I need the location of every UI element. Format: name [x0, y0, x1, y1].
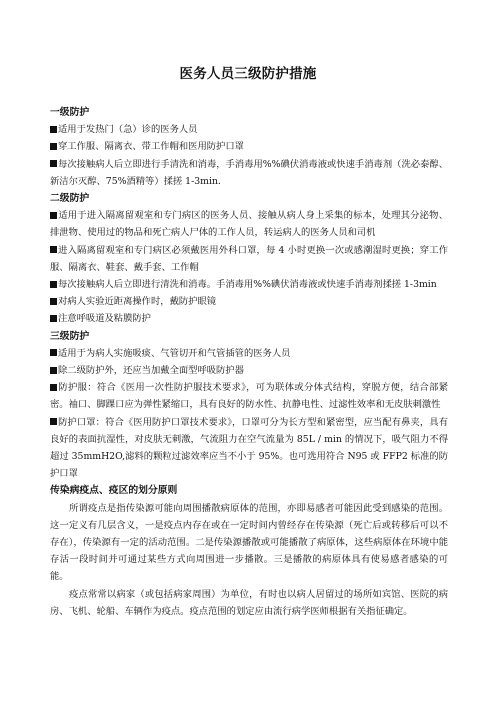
square-bullet-icon — [50, 281, 57, 288]
list-item: 适用于发热门（急）诊的医务人员 — [50, 121, 448, 138]
square-bullet-icon — [50, 298, 57, 305]
list-item: 适用于进入隔离留观室和专门病区的医务人员、接触从病人身上采集的标本，处理其分泌物、排泄物、使用过的物品和死亡病人尸体的工作人员，转运病人的医务人员和司机 — [50, 210, 448, 239]
square-bullet-icon — [50, 384, 57, 391]
list-item: 对病人实验近距离操作时，戴防护眼镜 — [50, 293, 448, 310]
list-item: 每次接触病人后立即进行清洗和消毒。手消毒用%%碘伏消毒液或快速手消毒剂揉搓 1-3min — [50, 276, 448, 293]
square-bullet-icon — [50, 143, 57, 150]
section-heading-level-3: 三级防护 — [50, 330, 90, 342]
square-bullet-icon — [50, 349, 57, 356]
list-item: 每次接触病人后立即进行手清洗和消毒，手消毒用%%碘伏消毒液或快速手消毒剂（洗必泰醇、新洁尔灭醇、75%酒精等）揉搓 1-3min. — [50, 158, 448, 187]
page-title: 医务人员三级防护措施 — [179, 66, 317, 82]
list-item: 穿工作服、隔离衣、带工作帽和医用防护口罩 — [50, 138, 448, 155]
section-heading-level-1: 一级防护 — [50, 107, 90, 118]
body-paragraph: 所谓疫点是指传染源可能向周围播散病原体的范围，亦即易感者可能因此受到感染的范围。这一定义有几层含义，一是疫点内存在或在一定时间内曾经存在传染源（死亡后或转移后可以不存在），传染源有一定的活动范围。二是传染源播散或可能播散了病原体，这些病原体在环境中能存活一段时间并可通过某些方式向周围进一步播散。三是播散的病原体具有使易感者感染的可能。 — [50, 502, 448, 583]
list-item: 防护口罩：符合《医用防护口罩技术要求》，口罩可分为长方型和紧密型，应当配有鼻夹，具有良好的表面抗湿性，对皮肤无刺激，气流阻力在空气流量为 85L / min 的情况下，吸气阻力不得超过 35mmH2O,滤料的颗粒过滤效率应当不小于 95%。也可选用符合 N95 或 FFP2 标准的防护口罩 — [50, 416, 448, 480]
square-bullet-icon — [50, 212, 57, 219]
list-item: 注意呼吸道及粘膜防护 — [50, 310, 448, 327]
square-bullet-icon — [50, 418, 57, 425]
square-bullet-icon — [50, 126, 57, 133]
square-bullet-icon — [50, 246, 57, 253]
list-item: 进入隔离留观室和专门病区必须戴医用外科口罩，每 4 小时更换一次或感潮湿时更换；穿工作服、隔离衣、鞋套、戴手套、工作帽 — [50, 244, 448, 273]
body-paragraph: 疫点常常以病家（或包括病家周围）为单位，有时也以病人居留过的场所如宾馆、医院的病房、飞机、轮船、车辆作为疫点。疫点范围的划定应由流行病学医师根据有关指征确定。 — [50, 588, 448, 617]
list-item: 防护服：符合《医用一次性防护服技术要求》，可为联体或分体式结构，穿脱方便，结合部紧密。袖口、脚踝口应为弹性紧缩口，具有良好的防水性、抗静电性、过滤性效率和无皮肤刺激性 — [50, 382, 448, 411]
document-body — [50, 104, 448, 620]
list-item: 除二级防护外，还应当加戴全面型呼吸防护器 — [50, 362, 448, 379]
square-bullet-icon — [50, 367, 57, 374]
section-heading-level-2: 二级防护 — [50, 193, 90, 205]
section-heading-epidemic-zones: 传染病疫点、疫区的划分原则 — [50, 485, 178, 497]
square-bullet-icon — [50, 160, 57, 167]
list-item: 适用于为病人实施吸痰、气管切开和气管插管的医务人员 — [50, 345, 448, 362]
square-bullet-icon — [50, 315, 57, 322]
